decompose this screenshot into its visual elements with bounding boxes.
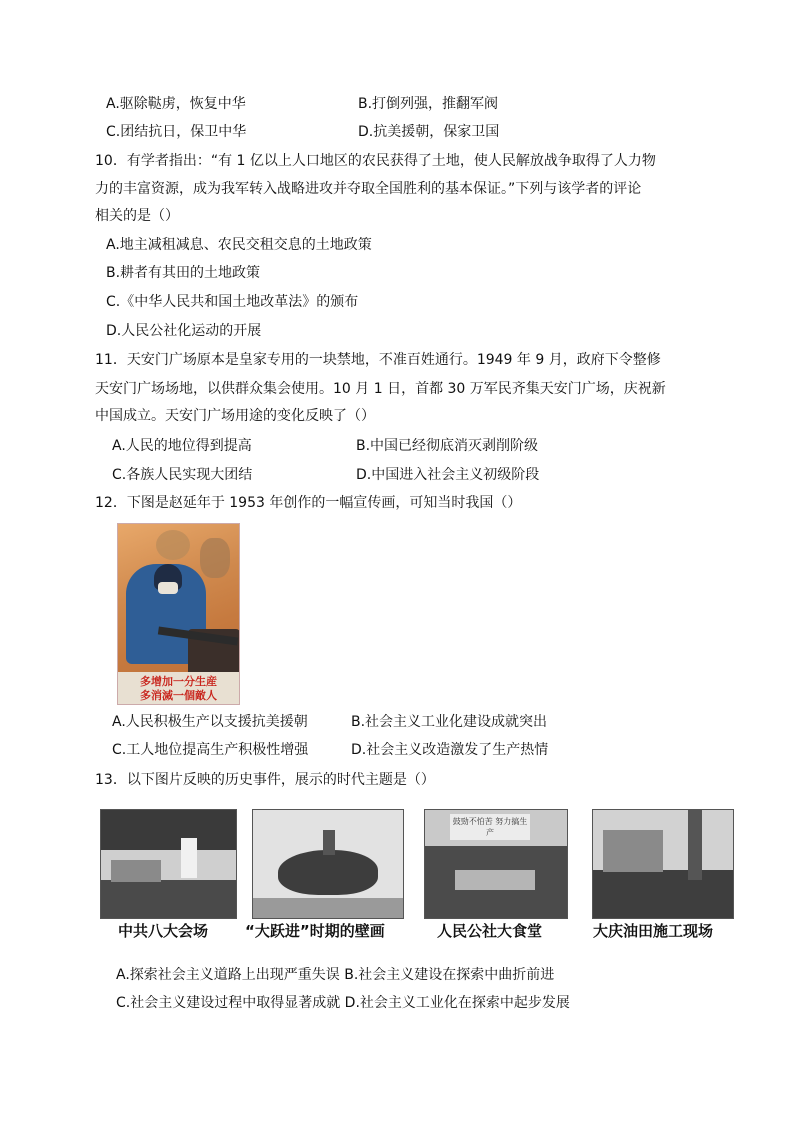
poster-caption-line2: 多消滅一個敵人 <box>140 689 217 702</box>
photo-caption-1: 中共八大会场 <box>118 922 209 940</box>
q10-option-d: D.人民公社化运动的开展 <box>106 323 262 339</box>
q12-option-c: C.工人地位提高生产积极性增强 <box>112 742 309 758</box>
q12-stem-line1: 12．下图是赵延年于 1953 年创作的一幅宣传画，可知当时我国（） <box>95 495 522 511</box>
q11-option-a: A.人民的地位得到提高 <box>112 438 252 454</box>
q11-option-b: B.中国已经彻底消灭剥削阶级 <box>356 438 539 454</box>
photo-caption-2: “大跃进”时期的壁画 <box>245 922 385 940</box>
photo-eighth-congress <box>100 809 237 919</box>
q12-option-b: B.社会主义工业化建设成就突出 <box>351 714 548 730</box>
propaganda-poster-image <box>117 523 240 705</box>
photo-caption-4: 大庆油田施工现场 <box>593 922 714 940</box>
q10-option-a: A.地主减租减息、农民交租交息的土地政策 <box>106 237 372 253</box>
photo-great-leap-mural <box>252 809 404 919</box>
photo-commune-canteen <box>424 809 568 919</box>
q9-option-a: A.驱除鞑虏，恢复中华 <box>106 96 246 112</box>
photo-daqing-oilfield <box>592 809 734 919</box>
poster-background-figure <box>156 530 190 560</box>
q9-option-b: B.打倒列强，推翻军阀 <box>358 96 499 112</box>
q10-stem-line2: 力的丰富资源，成为我军转入战略进攻并夺取全国胜利的基本保证。”下列与该学者的评论 <box>95 181 642 197</box>
q11-stem-line3: 中国成立。天安门广场用途的变化反映了（） <box>95 408 375 424</box>
q10-option-b: B.耕者有其田的土地政策 <box>106 265 261 281</box>
q11-option-d: D.中国进入社会主义初级阶段 <box>356 467 540 483</box>
q11-option-c: C.各族人民实现大团结 <box>112 467 253 483</box>
q9-option-c: C.团结抗日，保卫中华 <box>106 124 247 140</box>
q12-option-a: A.人民积极生产以支援抗美援朝 <box>112 714 308 730</box>
poster-worker-mask <box>158 582 178 594</box>
q11-stem-line1: 11．天安门广场原本是皇家专用的一块禁地，不准百姓通行。1949 年 9 月，政府下令整修 <box>95 352 661 368</box>
canteen-sign-text: 鼓勁不怕苦 努力搞生产 <box>452 817 528 837</box>
q13-options-ab: A.探索社会主义道路上出现严重失误 B.社会主义建设在探索中曲折前进 <box>116 967 555 983</box>
q10-option-c: C.《中华人民共和国土地改革法》的颁布 <box>106 294 359 310</box>
q10-stem-line3: 相关的是（） <box>95 208 179 224</box>
q11-stem-line2: 天安门广场场地，以供群众集会使用。10 月 1 日，首都 30 万军民齐集天安门广场，庆祝新 <box>95 381 666 397</box>
poster-background-figure <box>200 538 230 578</box>
poster-caption-line1: 多增加一分生産 <box>140 675 217 688</box>
q13-options-cd: C.社会主义建设过程中取得显著成就 D.社会主义工业化在探索中起步发展 <box>116 995 570 1011</box>
q13-stem-line1: 13．以下图片反映的历史事件，展示的时代主题是（） <box>95 772 435 788</box>
q12-option-d: D.社会主义改造激发了生产热情 <box>351 742 549 758</box>
q9-option-d: D.抗美援朝，保家卫国 <box>358 124 500 140</box>
photo-caption-3: 人民公社大食堂 <box>437 922 543 940</box>
q10-stem-line1: 10．有学者指出：“有 1 亿以上人口地区的农民获得了土地，使人民解放战争取得了人力物 <box>95 153 656 169</box>
